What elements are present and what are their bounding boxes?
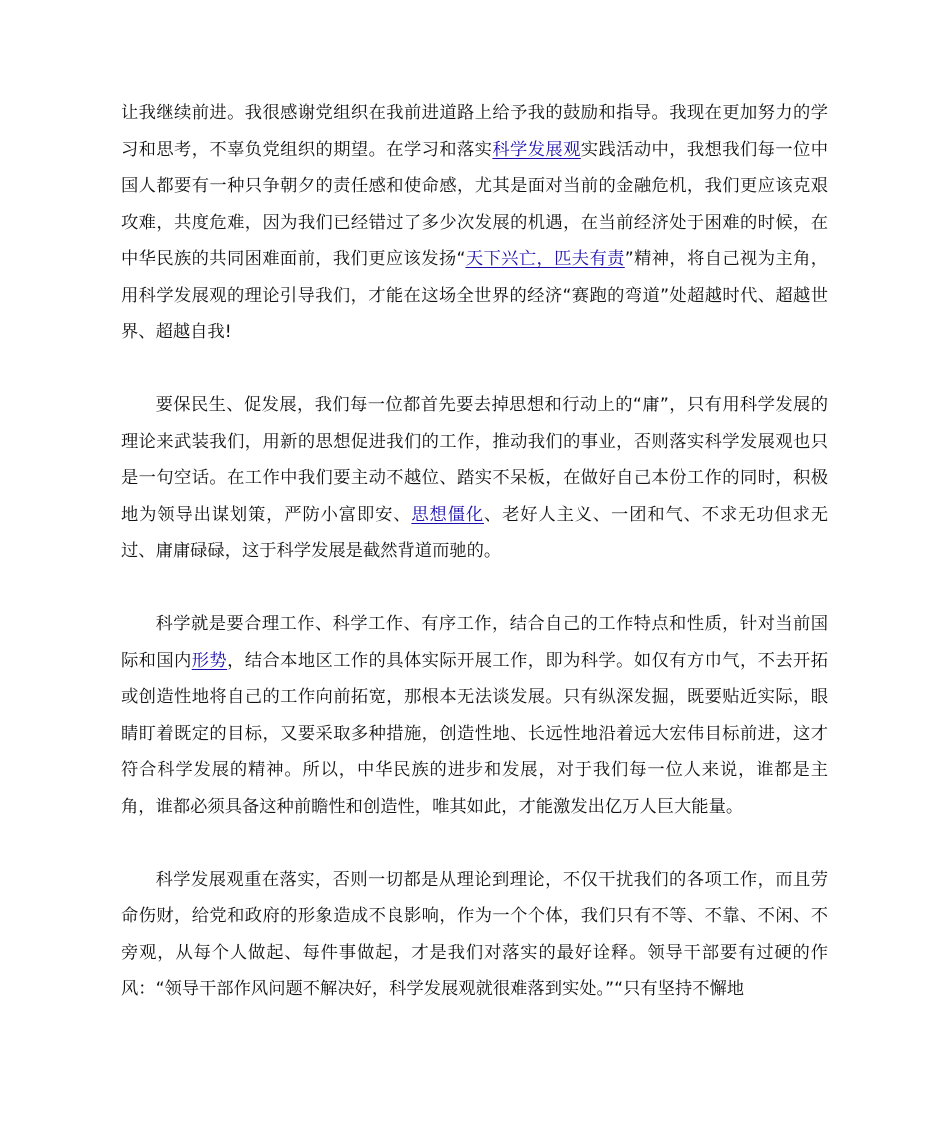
paragraph-3-text-1: 科学就是要合理工作、科学工作、有序工作，结合自己的工作特点和性质，针对当前国际和国内 <box>121 614 828 671</box>
paragraph-2 <box>121 387 828 570</box>
paragraph-1 <box>121 95 828 351</box>
paragraph-2-text-1: 要保民生、促发展，我们每一位都首先要去掉思想和行动上的“庸”，只有用科学发展的理论来武装我们，用新的思想促进我们的工作，推动我们的事业，否则落实科学发展观也只是一句空话。在工作中我们要主动不越位、踏实不呆板，在做好自己本份工作的同时，积极地为领导出谋划策，严防小富即安、 <box>121 395 828 525</box>
paragraph-3 <box>121 606 828 825</box>
paragraph-2-text-2: 、老好人主义、一团和气、不求无功但求无过、庸庸碌碌，这于科学发展是截然背道而驰的。 <box>121 504 828 561</box>
link-rigid-thinking[interactable]: 思想僵化 <box>411 504 484 525</box>
link-scientific-development-view[interactable]: 科学发展观 <box>492 139 581 160</box>
document-body <box>121 95 828 1044</box>
paragraph-3-text-2: ，结合本地区工作的具体实际开展工作，即为科学。如仅有方巾气，不去开拓或创造性地将自己的工作向前拓宽，那根本无法谈发展。只有纵深发掘，既要贴近实际，眼睛盯着既定的目标，又要采取多种措施，创造性地、长远性地沿着远大宏伟目标前进，这才符合科学发展的精神。所以，中华民族的进步和发展，对于我们每一位人来说，谁都是主角，谁都必须具备这种前瞻性和创造性，唯其如此，才能激发出亿万人巨大能量。 <box>121 650 828 817</box>
link-tianxia-xingwang[interactable]: 天下兴亡，匹夫有责 <box>465 249 625 269</box>
link-situation[interactable]: 形势 <box>191 650 228 671</box>
paragraph-1-text-1: 让我继续前进。我很感谢党组织在我前进道路上给予我的鼓励和指导。我现在更加努力的学习和思考，不辜负党组织的期望。在学习和落实 <box>121 103 828 160</box>
paragraph-4 <box>121 862 828 1008</box>
paragraph-4-text-1: 科学发展观重在落实，否则一切都是从理论到理论，不仅干扰我们的各项工作，而且劳命伤财，给党和政府的形象造成不良影响，作为一个个体，我们只有不等、不靠、不闲、不旁观，从每个人做起、每件事做起，才是我们对落实的最好诠释。领导干部要有过硬的作风：“领导干部作风问题不解决好，科学发展观就很难落到实处。”“只有坚持不懈地 <box>121 869 828 999</box>
paragraph-1-text-2: 实践活动中，我想我们每一位中国人都要有一种只争朝夕的责任感和使命感，尤其是面对当前的金融危机，我们更应该克艰攻难，共度危难，因为我们已经错过了多少次发展的机遇，在当前经济处于困难的时候，在中华民族的共同困难面前，我们更应该发扬“ <box>121 139 828 269</box>
paragraph-1-text-3: ”精神，将自己视为主角，用科学发展观的理论引导我们，才能在这场全世界的经济“赛跑的弯道”处超越时代、超越世界、超越自我! <box>121 249 828 342</box>
